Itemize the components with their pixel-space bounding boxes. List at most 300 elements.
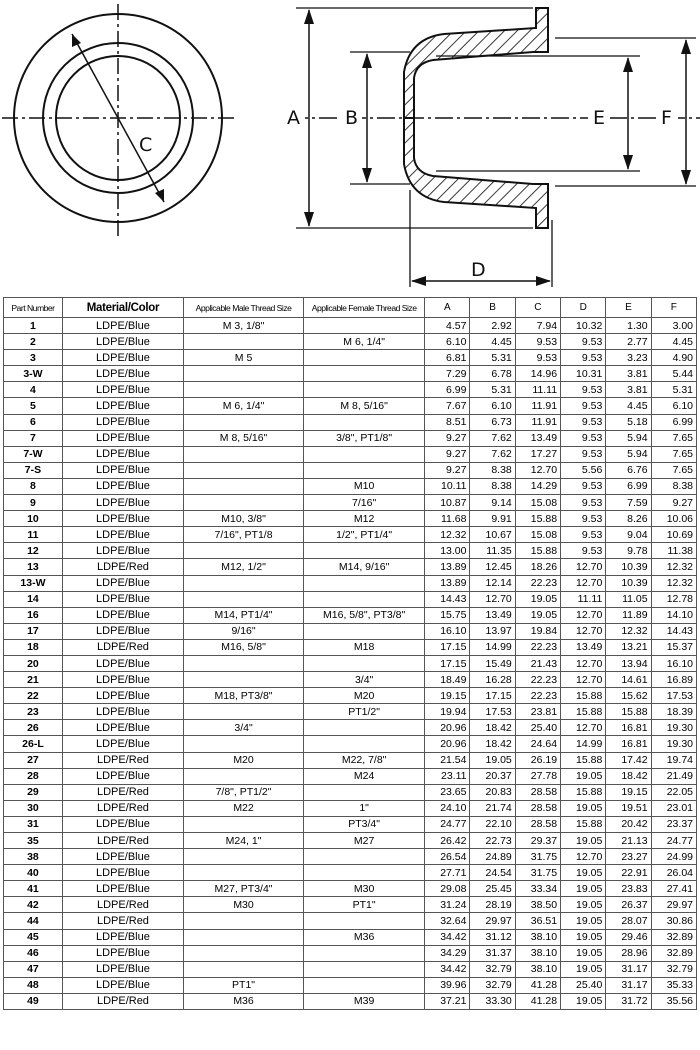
table-row [4, 961, 697, 977]
a-cell: 26.42 [425, 833, 470, 849]
header-b: B [470, 298, 515, 318]
f-cell: 21.49 [651, 768, 696, 784]
table-row [4, 318, 697, 334]
a-cell: 7.67 [425, 398, 470, 414]
material-cell: LDPE/Blue [62, 511, 183, 527]
c-cell: 31.75 [515, 849, 560, 865]
e-cell: 3.23 [606, 350, 651, 366]
d-cell: 9.53 [561, 382, 606, 398]
section-view [283, 8, 700, 287]
a-cell: 20.96 [425, 736, 470, 752]
f-cell: 6.99 [651, 414, 696, 430]
a-arrow-top [304, 9, 314, 24]
b-cell: 16.28 [470, 672, 515, 688]
b-arrow-top [362, 53, 372, 68]
b-cell: 22.73 [470, 833, 515, 849]
header-male-thread: Applicable Male Thread Size [184, 298, 304, 318]
material-cell: LDPE/Blue [62, 350, 183, 366]
female-thread-cell [304, 736, 425, 752]
table-row [4, 993, 697, 1009]
lower-wall-section [404, 118, 548, 228]
male-thread-cell: M24, 1" [184, 833, 304, 849]
c-cell: 33.34 [515, 881, 560, 897]
part-number-cell: 44 [4, 913, 63, 929]
b-cell: 5.31 [470, 350, 515, 366]
male-thread-cell [184, 913, 304, 929]
a-cell: 9.27 [425, 462, 470, 478]
c-cell: 9.53 [515, 334, 560, 350]
male-thread-cell: 3/4" [184, 720, 304, 736]
b-cell: 24.89 [470, 849, 515, 865]
part-number-cell: 30 [4, 800, 63, 816]
b-cell: 4.45 [470, 334, 515, 350]
e-arrow-top [623, 57, 633, 72]
e-cell: 10.39 [606, 559, 651, 575]
a-cell: 9.27 [425, 430, 470, 446]
e-cell: 18.42 [606, 768, 651, 784]
f-cell: 11.38 [651, 543, 696, 559]
female-thread-cell [304, 591, 425, 607]
b-cell: 33.30 [470, 993, 515, 1009]
female-thread-cell [304, 961, 425, 977]
b-cell: 9.91 [470, 511, 515, 527]
d-cell: 15.88 [561, 816, 606, 832]
part-number-cell: 13 [4, 559, 63, 575]
d-cell: 11.11 [561, 591, 606, 607]
f-cell: 27.41 [651, 881, 696, 897]
header-a: A [425, 298, 470, 318]
e-cell: 6.99 [606, 478, 651, 494]
e-cell: 5.18 [606, 414, 651, 430]
e-cell: 26.37 [606, 897, 651, 913]
table-row [4, 849, 697, 865]
table-row [4, 865, 697, 881]
part-number-cell: 22 [4, 688, 63, 704]
table-row [4, 881, 697, 897]
e-cell: 28.96 [606, 945, 651, 961]
table-row [4, 462, 697, 478]
female-thread-cell: M 8, 5/16" [304, 398, 425, 414]
part-number-cell: 20 [4, 655, 63, 671]
f-cell: 8.38 [651, 478, 696, 494]
label-c: C [139, 134, 153, 156]
male-thread-cell [184, 704, 304, 720]
d-cell: 9.53 [561, 398, 606, 414]
table-row [4, 704, 697, 720]
male-thread-cell [184, 768, 304, 784]
material-cell: LDPE/Blue [62, 478, 183, 494]
female-thread-cell: 1/2", PT1/4" [304, 527, 425, 543]
d-cell: 19.05 [561, 913, 606, 929]
part-number-cell: 7-W [4, 446, 63, 462]
female-thread-cell: M24 [304, 768, 425, 784]
d-cell: 19.05 [561, 865, 606, 881]
b-cell: 31.37 [470, 945, 515, 961]
e-cell: 14.61 [606, 672, 651, 688]
female-thread-cell [304, 913, 425, 929]
table-row [4, 800, 697, 816]
a-cell: 26.54 [425, 849, 470, 865]
table-row [4, 623, 697, 639]
label-a: A [287, 107, 300, 129]
f-cell: 14.10 [651, 607, 696, 623]
e-cell: 17.42 [606, 752, 651, 768]
female-thread-cell [304, 382, 425, 398]
b-cell: 6.78 [470, 366, 515, 382]
male-thread-cell [184, 478, 304, 494]
part-number-cell: 31 [4, 816, 63, 832]
c-cell: 31.75 [515, 865, 560, 881]
f-cell: 12.32 [651, 575, 696, 591]
f-cell: 7.65 [651, 462, 696, 478]
header-c: C [515, 298, 560, 318]
b-cell: 18.42 [470, 736, 515, 752]
a-cell: 13.00 [425, 543, 470, 559]
e-cell: 23.27 [606, 849, 651, 865]
part-number-cell: 29 [4, 784, 63, 800]
c-cell: 26.19 [515, 752, 560, 768]
part-number-cell: 16 [4, 607, 63, 623]
b-cell: 8.38 [470, 478, 515, 494]
f-cell: 5.31 [651, 382, 696, 398]
female-thread-cell: 3/8", PT1/8" [304, 430, 425, 446]
material-cell: LDPE/Blue [62, 977, 183, 993]
header-f: F [651, 298, 696, 318]
c-cell: 38.10 [515, 929, 560, 945]
b-cell: 25.45 [470, 881, 515, 897]
male-thread-cell: M 6, 1/4" [184, 398, 304, 414]
male-thread-cell: M30 [184, 897, 304, 913]
f-cell: 18.39 [651, 704, 696, 720]
material-cell: LDPE/Red [62, 784, 183, 800]
a-cell: 10.87 [425, 495, 470, 511]
female-thread-cell [304, 945, 425, 961]
part-number-cell: 27 [4, 752, 63, 768]
technical-drawing [0, 0, 700, 296]
female-thread-cell [304, 446, 425, 462]
f-cell: 12.32 [651, 559, 696, 575]
label-f: F [661, 107, 672, 129]
material-cell: LDPE/Blue [62, 816, 183, 832]
a-cell: 15.75 [425, 607, 470, 623]
c-cell: 21.43 [515, 655, 560, 671]
table-row [4, 833, 697, 849]
male-thread-cell [184, 543, 304, 559]
c-cell: 9.53 [515, 350, 560, 366]
material-cell: LDPE/Red [62, 800, 183, 816]
part-number-cell: 17 [4, 623, 63, 639]
f-cell: 16.89 [651, 672, 696, 688]
f-cell: 10.69 [651, 527, 696, 543]
spec-table [3, 297, 697, 1010]
material-cell: LDPE/Blue [62, 366, 183, 382]
female-thread-cell: M20 [304, 688, 425, 704]
f-cell: 22.05 [651, 784, 696, 800]
part-number-cell: 10 [4, 511, 63, 527]
material-cell: LDPE/Red [62, 833, 183, 849]
header-female-thread: Applicable Female Thread Size [304, 298, 425, 318]
female-thread-cell: M18 [304, 639, 425, 655]
e-cell: 11.89 [606, 607, 651, 623]
f-cell: 30.86 [651, 913, 696, 929]
material-cell: LDPE/Blue [62, 591, 183, 607]
part-number-cell: 1 [4, 318, 63, 334]
e-cell: 4.45 [606, 398, 651, 414]
b-cell: 12.45 [470, 559, 515, 575]
e-cell: 9.78 [606, 543, 651, 559]
a-cell: 29.08 [425, 881, 470, 897]
b-cell: 7.62 [470, 430, 515, 446]
b-cell: 21.74 [470, 800, 515, 816]
part-number-cell: 3 [4, 350, 63, 366]
f-cell: 24.77 [651, 833, 696, 849]
material-cell: LDPE/Blue [62, 334, 183, 350]
material-cell: LDPE/Blue [62, 865, 183, 881]
male-thread-cell: 7/8", PT1/2" [184, 784, 304, 800]
table-row [4, 478, 697, 494]
part-number-cell: 41 [4, 881, 63, 897]
a-cell: 34.29 [425, 945, 470, 961]
f-cell: 35.56 [651, 993, 696, 1009]
table-row [4, 575, 697, 591]
table-row [4, 897, 697, 913]
material-cell: LDPE/Blue [62, 575, 183, 591]
f-cell: 14.43 [651, 623, 696, 639]
female-thread-cell [304, 366, 425, 382]
c-cell: 22.23 [515, 688, 560, 704]
d-cell: 25.40 [561, 977, 606, 993]
d-cell: 12.70 [561, 559, 606, 575]
c-cell: 15.88 [515, 511, 560, 527]
upper-wall-section [404, 8, 548, 118]
male-thread-cell [184, 961, 304, 977]
part-number-cell: 26 [4, 720, 63, 736]
male-thread-cell [184, 366, 304, 382]
table-row [4, 672, 697, 688]
male-thread-cell: M20 [184, 752, 304, 768]
c-cell: 29.37 [515, 833, 560, 849]
table-row [4, 543, 697, 559]
male-thread-cell: M27, PT3/4" [184, 881, 304, 897]
part-number-cell: 45 [4, 929, 63, 945]
c-cell: 41.28 [515, 993, 560, 1009]
part-number-cell: 7-S [4, 462, 63, 478]
f-cell: 3.00 [651, 318, 696, 334]
male-thread-cell [184, 591, 304, 607]
d-cell: 15.88 [561, 704, 606, 720]
male-thread-cell: 9/16" [184, 623, 304, 639]
e-cell: 20.42 [606, 816, 651, 832]
female-thread-cell [304, 849, 425, 865]
header-d: D [561, 298, 606, 318]
b-cell: 19.05 [470, 752, 515, 768]
male-thread-cell [184, 672, 304, 688]
female-thread-cell [304, 575, 425, 591]
e-cell: 31.72 [606, 993, 651, 1009]
part-number-cell: 49 [4, 993, 63, 1009]
table-row [4, 446, 697, 462]
b-cell: 24.54 [470, 865, 515, 881]
table-row [4, 511, 697, 527]
f-cell: 32.79 [651, 961, 696, 977]
male-thread-cell [184, 446, 304, 462]
male-thread-cell [184, 495, 304, 511]
part-number-cell: 8 [4, 478, 63, 494]
material-cell: LDPE/Blue [62, 543, 183, 559]
c-cell: 7.94 [515, 318, 560, 334]
f-cell: 7.65 [651, 430, 696, 446]
a-cell: 21.54 [425, 752, 470, 768]
male-thread-cell [184, 655, 304, 671]
table-row [4, 816, 697, 832]
c-cell: 28.58 [515, 800, 560, 816]
b-cell: 14.99 [470, 639, 515, 655]
female-thread-cell [304, 720, 425, 736]
d-cell: 9.53 [561, 478, 606, 494]
table-row [4, 655, 697, 671]
female-thread-cell: 1" [304, 800, 425, 816]
table-row [4, 382, 697, 398]
e-cell: 7.59 [606, 495, 651, 511]
male-thread-cell [184, 414, 304, 430]
b-cell: 31.12 [470, 929, 515, 945]
f-cell: 10.06 [651, 511, 696, 527]
table-row [4, 977, 697, 993]
f-cell: 32.89 [651, 945, 696, 961]
male-thread-cell: M14, PT1/4" [184, 607, 304, 623]
material-cell: LDPE/Blue [62, 430, 183, 446]
a-cell: 24.10 [425, 800, 470, 816]
female-thread-cell: M12 [304, 511, 425, 527]
c-cell: 28.58 [515, 784, 560, 800]
c-cell: 13.49 [515, 430, 560, 446]
d-cell: 9.53 [561, 527, 606, 543]
male-thread-cell: M 3, 1/8" [184, 318, 304, 334]
table-row [4, 430, 697, 446]
d-arrow-left [411, 276, 426, 286]
part-number-cell: 28 [4, 768, 63, 784]
female-thread-cell: M22, 7/8" [304, 752, 425, 768]
a-cell: 39.96 [425, 977, 470, 993]
a-cell: 27.71 [425, 865, 470, 881]
c-cell: 15.08 [515, 527, 560, 543]
a-cell: 8.51 [425, 414, 470, 430]
e-cell: 15.62 [606, 688, 651, 704]
c-cell: 15.08 [515, 495, 560, 511]
cap-diagram [0, 0, 700, 296]
a-cell: 13.89 [425, 575, 470, 591]
f-arrow-top [681, 39, 691, 54]
f-arrow-bottom [681, 170, 691, 185]
c-cell: 18.26 [515, 559, 560, 575]
part-number-cell: 21 [4, 672, 63, 688]
f-cell: 16.10 [651, 655, 696, 671]
b-cell: 18.42 [470, 720, 515, 736]
table-row [4, 929, 697, 945]
material-cell: LDPE/Blue [62, 398, 183, 414]
f-cell: 15.37 [651, 639, 696, 655]
d-cell: 9.53 [561, 543, 606, 559]
label-e: E [593, 107, 606, 129]
e-cell: 8.26 [606, 511, 651, 527]
part-number-cell: 11 [4, 527, 63, 543]
a-cell: 19.15 [425, 688, 470, 704]
part-number-cell: 6 [4, 414, 63, 430]
female-thread-cell [304, 543, 425, 559]
table-row [4, 720, 697, 736]
c-cell: 15.88 [515, 543, 560, 559]
a-cell: 34.42 [425, 961, 470, 977]
f-cell: 9.27 [651, 495, 696, 511]
b-cell: 6.10 [470, 398, 515, 414]
female-thread-cell [304, 462, 425, 478]
material-cell: LDPE/Blue [62, 462, 183, 478]
table-row [4, 414, 697, 430]
part-number-cell: 23 [4, 704, 63, 720]
material-cell: LDPE/Blue [62, 768, 183, 784]
e-cell: 19.51 [606, 800, 651, 816]
a-cell: 17.15 [425, 655, 470, 671]
material-cell: LDPE/Blue [62, 929, 183, 945]
c-arrow-end [155, 189, 164, 202]
f-cell: 32.89 [651, 929, 696, 945]
table-row [4, 591, 697, 607]
d-arrow-right [536, 276, 551, 286]
table-row [4, 607, 697, 623]
d-cell: 5.56 [561, 462, 606, 478]
part-number-cell: 3-W [4, 366, 63, 382]
b-cell: 10.67 [470, 527, 515, 543]
d-cell: 9.53 [561, 414, 606, 430]
material-cell: LDPE/Blue [62, 382, 183, 398]
b-cell: 8.38 [470, 462, 515, 478]
b-arrow-bottom [362, 168, 372, 183]
a-cell: 11.68 [425, 511, 470, 527]
part-number-cell: 35 [4, 833, 63, 849]
d-cell: 15.88 [561, 784, 606, 800]
b-cell: 32.79 [470, 961, 515, 977]
female-thread-cell: M14, 9/16" [304, 559, 425, 575]
e-cell: 5.94 [606, 446, 651, 462]
male-thread-cell [184, 865, 304, 881]
e-cell: 31.17 [606, 977, 651, 993]
material-cell: LDPE/Blue [62, 961, 183, 977]
b-cell: 15.49 [470, 655, 515, 671]
a-cell: 19.94 [425, 704, 470, 720]
d-cell: 9.53 [561, 430, 606, 446]
part-number-cell: 46 [4, 945, 63, 961]
male-thread-cell [184, 462, 304, 478]
female-thread-cell [304, 318, 425, 334]
f-cell: 6.10 [651, 398, 696, 414]
part-number-cell: 18 [4, 639, 63, 655]
d-cell: 19.05 [561, 993, 606, 1009]
part-number-cell: 48 [4, 977, 63, 993]
e-cell: 10.39 [606, 575, 651, 591]
b-cell: 9.14 [470, 495, 515, 511]
part-number-cell: 13-W [4, 575, 63, 591]
d-cell: 19.05 [561, 800, 606, 816]
part-number-cell: 9 [4, 495, 63, 511]
part-number-cell: 4 [4, 382, 63, 398]
part-number-cell: 2 [4, 334, 63, 350]
female-thread-cell: PT3/4" [304, 816, 425, 832]
c-cell: 25.40 [515, 720, 560, 736]
e-cell: 13.21 [606, 639, 651, 655]
f-cell: 23.37 [651, 816, 696, 832]
e-cell: 1.30 [606, 318, 651, 334]
c-arrow-start [72, 34, 81, 47]
